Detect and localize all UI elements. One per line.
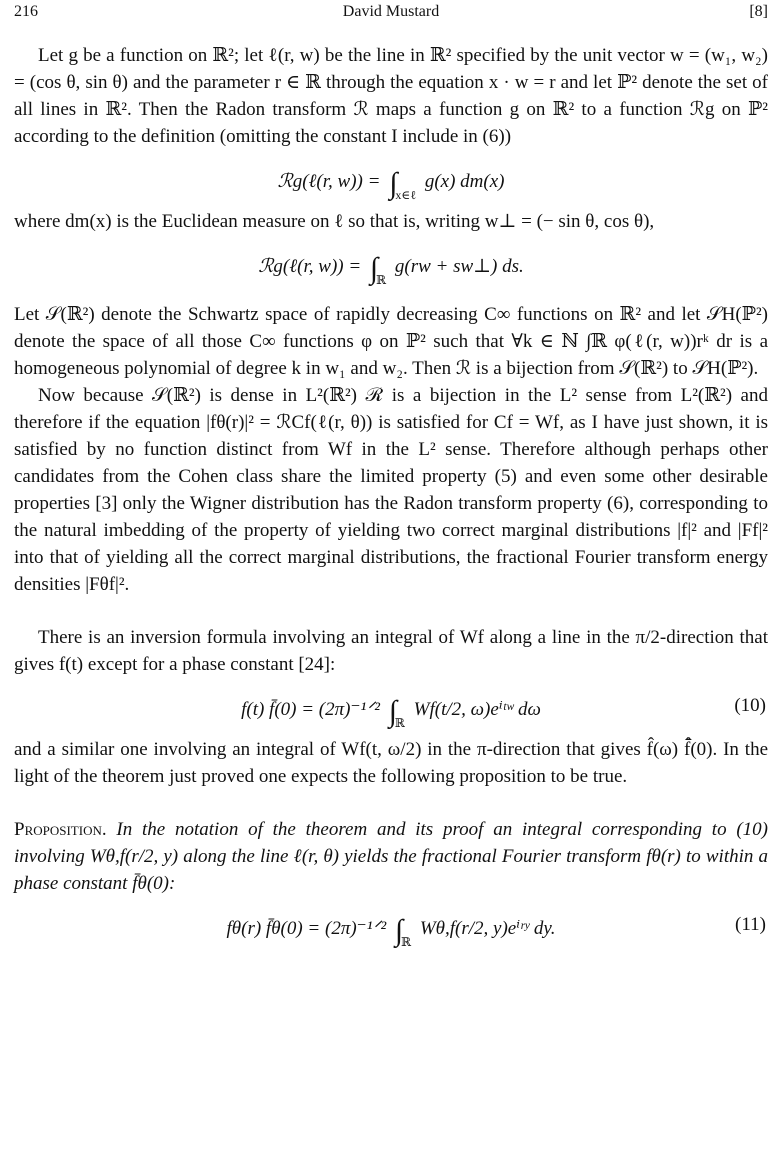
integral-sign: ∫: [389, 167, 398, 200]
integral-domain: ℝ: [376, 273, 387, 287]
equation-radon-param: [14, 235, 768, 293]
running-header: [14, 0, 768, 28]
proposition-text: In the notation of the theorem and its proof an integral corresponding to (10) involving Wθ,f(r/2, y) along the line ℓ(r, θ) yields the fractional Fourier transform fθ(r) to within a phase constant f̄θ(0):: [14, 819, 769, 894]
equation-lhs: f(t) f̄(0) = (2π)⁻¹ᐟ²: [241, 699, 385, 720]
equation-rhs: g(x) dm(x): [424, 171, 505, 192]
equation-number: (11): [735, 914, 766, 935]
integral-domain: ℝ: [394, 716, 405, 730]
equation-radon-measure: [14, 150, 768, 208]
equation-rhs: Wθ,f(r/2, y)eⁱʳʸ dy.: [419, 918, 556, 939]
paragraph-euclidean-measure: where dm(x) is the Euclidean measure on ℓ so that is, writing w⊥ = (− sin θ, cos θ),: [14, 211, 655, 232]
paragraph-similar-inversion: and a similar one involving an integral of Wf(t, ω/2) in the π-direction that gives f̂(ω) f̂̄(0). In the light of the theorem just proved one expects the following proposition to be true.: [14, 739, 768, 787]
paragraph-inversion: There is an inversion formula involving an integral of Wf along a line in the π/2-direction that gives f(t) except for a phase constant [24]:: [14, 627, 768, 675]
proposition-label: Proposition.: [14, 819, 107, 840]
equation-number: (10): [734, 695, 766, 716]
running-author: David Mustard: [342, 3, 440, 20]
equation-lhs: ℛg(ℓ(r, w)) =: [277, 171, 381, 192]
integral-sign: ∫: [369, 252, 379, 285]
equation-11: [14, 897, 768, 955]
equation-rhs: g(rw + sw⊥) ds.: [394, 256, 524, 277]
proposition: [14, 816, 768, 897]
reference-tag: [8]: [749, 3, 768, 20]
paragraph-bijection: Now because 𝒮(ℝ²) is dense in L²(ℝ²) ℛ is a bijection in the L² sense from L²(ℝ²) and therefore if the equation |fθ(r)|² = ℛCf(ℓ(r, θ)) is satisfied for Cf = Wf, as I have just shown, it is satisfied by no function distinct from Wf in the L² sense. Therefore although perhaps other candidates from the Cohen class share the limited property (5) and even some other desirable properties [3] only the Wigner distribution has the Radon transform property (6), corresponding to the natural imbedding of the property of yielding two correct marginal distributions |f|² and |Ff|² into that of yielding all the correct marginal distributions, the fractional Fourier transform energy densities |Fθf|².: [14, 385, 768, 595]
paragraph-radon-definition: Let g be a function on ℝ²; let ℓ(r, w) be the line in ℝ² specified by the unit vector w = (w₁, w₂) = (cos θ, sin θ) and the parameter r ∈ ℝ through the equation x · w = r and let ℙ² denote the set of all lines in ℝ². Then the Radon transform ℛ maps a function g on ℝ² to a function ℛg on ℙ² according to the definition (omitting the constant I include in (6)): [14, 45, 768, 147]
integral-domain: ℝ: [401, 935, 412, 949]
equation-lhs: ℛg(ℓ(r, w)) =: [258, 256, 362, 277]
equation-rhs: Wf(t/2, ω)eⁱᵗʷ dω: [413, 699, 541, 720]
paragraph-schwartz-space: Let 𝒮(ℝ²) denote the Schwartz space of rapidly decreasing C∞ functions on ℝ² and let 𝒮H(ℙ²) denote the space of all those C∞ functions φ on ℙ² such that ∀k ∈ ℕ ∫ℝ φ(ℓ(r, w))rᵏ dr is a homogeneous polynomial of degree k in w₁ and w₂. Then ℛ is a bijection from 𝒮(ℝ²) to 𝒮H(ℙ²).: [14, 304, 768, 379]
equation-lhs: fθ(r) f̄θ(0) = (2π)⁻¹ᐟ²: [226, 918, 391, 939]
equation-10: [14, 678, 768, 736]
integral-domain: x∈ℓ: [395, 188, 417, 202]
paper-page: [14, 0, 768, 1166]
page-number: 216: [14, 3, 38, 20]
integral-sign: ∫: [388, 695, 397, 728]
integral-sign: ∫: [394, 914, 404, 947]
